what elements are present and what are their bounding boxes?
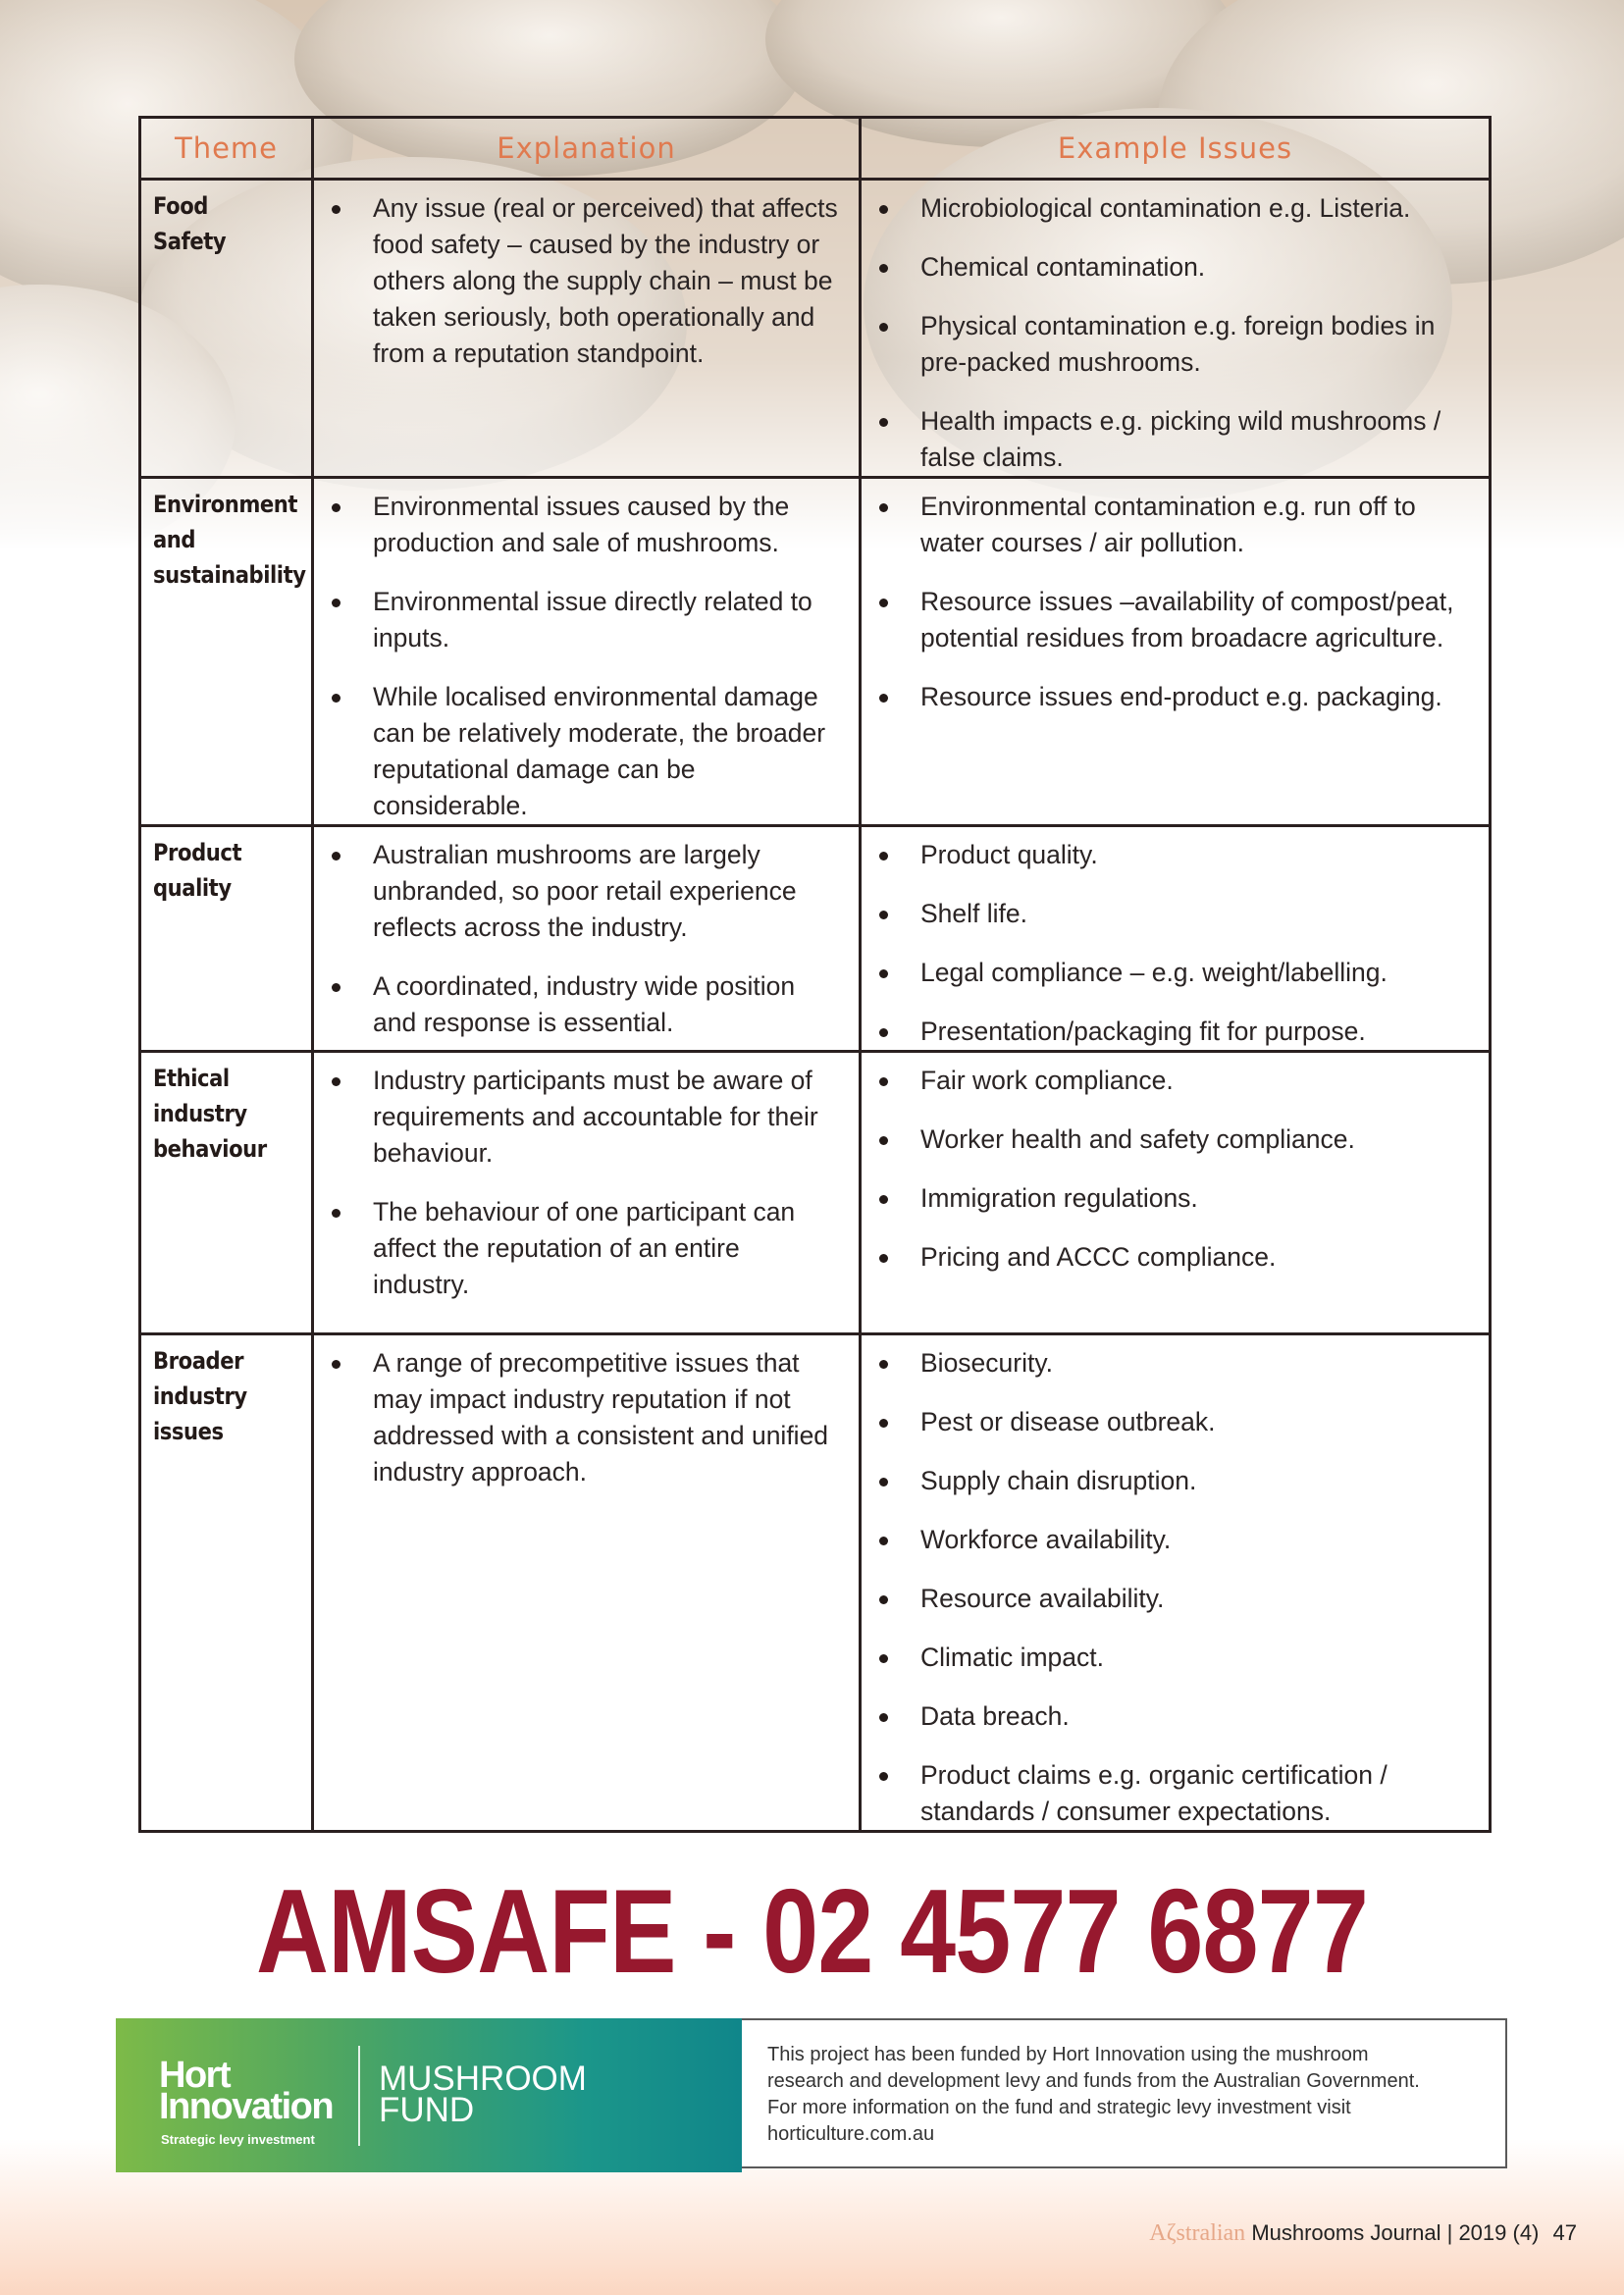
notice-line: research and development levy and funds from the Australian Government. bbox=[767, 2070, 1420, 2092]
logo-line: Hort bbox=[159, 2055, 231, 2096]
list-item: Worker health and safety compliance. bbox=[862, 1121, 1471, 1158]
list-item: Resource availability. bbox=[862, 1581, 1471, 1617]
theme-label: Broader industry issues bbox=[153, 1347, 247, 1445]
example-issues-list bbox=[862, 1053, 1489, 1276]
hort-innovation-logo bbox=[159, 2055, 334, 2127]
explanation-list bbox=[314, 1335, 859, 1490]
explanation-list bbox=[314, 1053, 859, 1303]
table-row bbox=[140, 180, 1491, 478]
list-item: Fair work compliance. bbox=[862, 1063, 1471, 1099]
mushroom-fund-logo bbox=[379, 2060, 587, 2129]
list-item: Product quality. bbox=[862, 837, 1471, 873]
list-item: Health impacts e.g. picking wild mushrooms / false claims. bbox=[862, 403, 1471, 476]
list-item: Climatic impact. bbox=[862, 1640, 1471, 1676]
list-item: Product claims e.g. organic certification / standards / consumer expectations. bbox=[862, 1757, 1471, 1830]
notice-line: horticulture.com.au bbox=[767, 2123, 935, 2145]
logo-line: FUND bbox=[379, 2091, 475, 2129]
table-row bbox=[140, 826, 1491, 1052]
logo-line: Innovation bbox=[159, 2086, 334, 2127]
theme-label: Environment and sustainability bbox=[153, 491, 306, 589]
explanation-list bbox=[314, 479, 859, 824]
theme-label: Food Safety bbox=[153, 192, 227, 255]
list-item: A range of precompetitive issues that may impact industry reputation if not addressed with a consistent and unified industry approach. bbox=[314, 1345, 841, 1490]
list-item: Chemical contamination. bbox=[862, 249, 1471, 286]
reputation-issues-table bbox=[138, 116, 1492, 1833]
logo-divider bbox=[358, 2046, 360, 2146]
table-row bbox=[140, 1052, 1491, 1334]
journal-issue: Mushrooms Journal | 2019 (4) bbox=[1251, 2220, 1540, 2245]
list-item: The behaviour of one participant can affect the reputation of an entire industry. bbox=[314, 1194, 841, 1303]
list-item: A coordinated, industry wide position and response is essential. bbox=[314, 968, 841, 1041]
header-example-issues: Example Issues bbox=[861, 118, 1491, 180]
list-item: Data breach. bbox=[862, 1698, 1471, 1735]
hort-innovation-banner bbox=[116, 2018, 1507, 2172]
list-item: Shelf life. bbox=[862, 896, 1471, 932]
list-item: While localised environmental damage can be relatively moderate, the broader reputational damage can be considerable. bbox=[314, 679, 841, 824]
list-item: Environmental issue directly related to inputs. bbox=[314, 584, 841, 656]
banner-logo-panel bbox=[116, 2018, 742, 2172]
list-item: Microbiological contamination e.g. Listeria. bbox=[862, 190, 1471, 227]
logo-line: MUSHROOM bbox=[379, 2060, 587, 2098]
journal-brand: Aζstralian bbox=[1149, 2220, 1246, 2246]
explanation-list bbox=[314, 181, 859, 372]
amsafe-advertisement: AMSAFE - 02 4577 6877 bbox=[255, 1864, 1369, 1998]
table-row bbox=[140, 1334, 1491, 1832]
example-issues-list bbox=[862, 827, 1489, 1050]
list-item: Legal compliance – e.g. weight/labelling. bbox=[862, 955, 1471, 991]
list-item: Industry participants must be aware of requirements and accountable for their behaviour. bbox=[314, 1063, 841, 1172]
list-item: Resource issues end-product e.g. packaging. bbox=[862, 679, 1471, 715]
list-item: Physical contamination e.g. foreign bodies in pre-packed mushrooms. bbox=[862, 308, 1471, 381]
logo-tagline: Strategic levy investment bbox=[161, 2132, 315, 2147]
page-number: 47 bbox=[1552, 2220, 1577, 2245]
example-issues-list bbox=[862, 181, 1489, 476]
example-issues-list bbox=[862, 479, 1489, 715]
list-item: Pricing and ACCC compliance. bbox=[862, 1239, 1471, 1276]
list-item: Immigration regulations. bbox=[862, 1180, 1471, 1217]
list-item: Biosecurity. bbox=[862, 1345, 1471, 1382]
table-row bbox=[140, 478, 1491, 826]
list-item: Any issue (real or perceived) that affects food safety – caused by the industry or others along the supply chain – must be taken seriously, both operationally and from a reputation standpoint. bbox=[314, 190, 841, 372]
list-item: Pest or disease outbreak. bbox=[862, 1404, 1471, 1440]
theme-label: Ethical industry behaviour bbox=[153, 1065, 267, 1163]
list-item: Environmental contamination e.g. run off to water courses / air pollution. bbox=[862, 489, 1471, 561]
list-item: Environmental issues caused by the production and sale of mushrooms. bbox=[314, 489, 841, 561]
list-item: Supply chain disruption. bbox=[862, 1463, 1471, 1499]
list-item: Resource issues –availability of compost/peat, potential residues from broadacre agriculture. bbox=[862, 584, 1471, 656]
notice-line: This project has been funded by Hort Innovation using the mushroom bbox=[767, 2044, 1369, 2065]
header-explanation: Explanation bbox=[313, 118, 861, 180]
list-item: Workforce availability. bbox=[862, 1522, 1471, 1558]
explanation-list bbox=[314, 827, 859, 1041]
table-header-row bbox=[140, 118, 1491, 180]
list-item: Australian mushrooms are largely unbranded, so poor retail experience reflects across the industry. bbox=[314, 837, 841, 946]
notice-line: For more information on the fund and strategic levy investment visit bbox=[767, 2097, 1351, 2118]
example-issues-list bbox=[862, 1335, 1489, 1830]
funding-notice bbox=[742, 2018, 1507, 2168]
list-item: Presentation/packaging fit for purpose. bbox=[862, 1014, 1471, 1050]
header-theme: Theme bbox=[140, 118, 313, 180]
theme-label: Product quality bbox=[153, 839, 242, 902]
page-footer bbox=[1149, 2220, 1577, 2247]
